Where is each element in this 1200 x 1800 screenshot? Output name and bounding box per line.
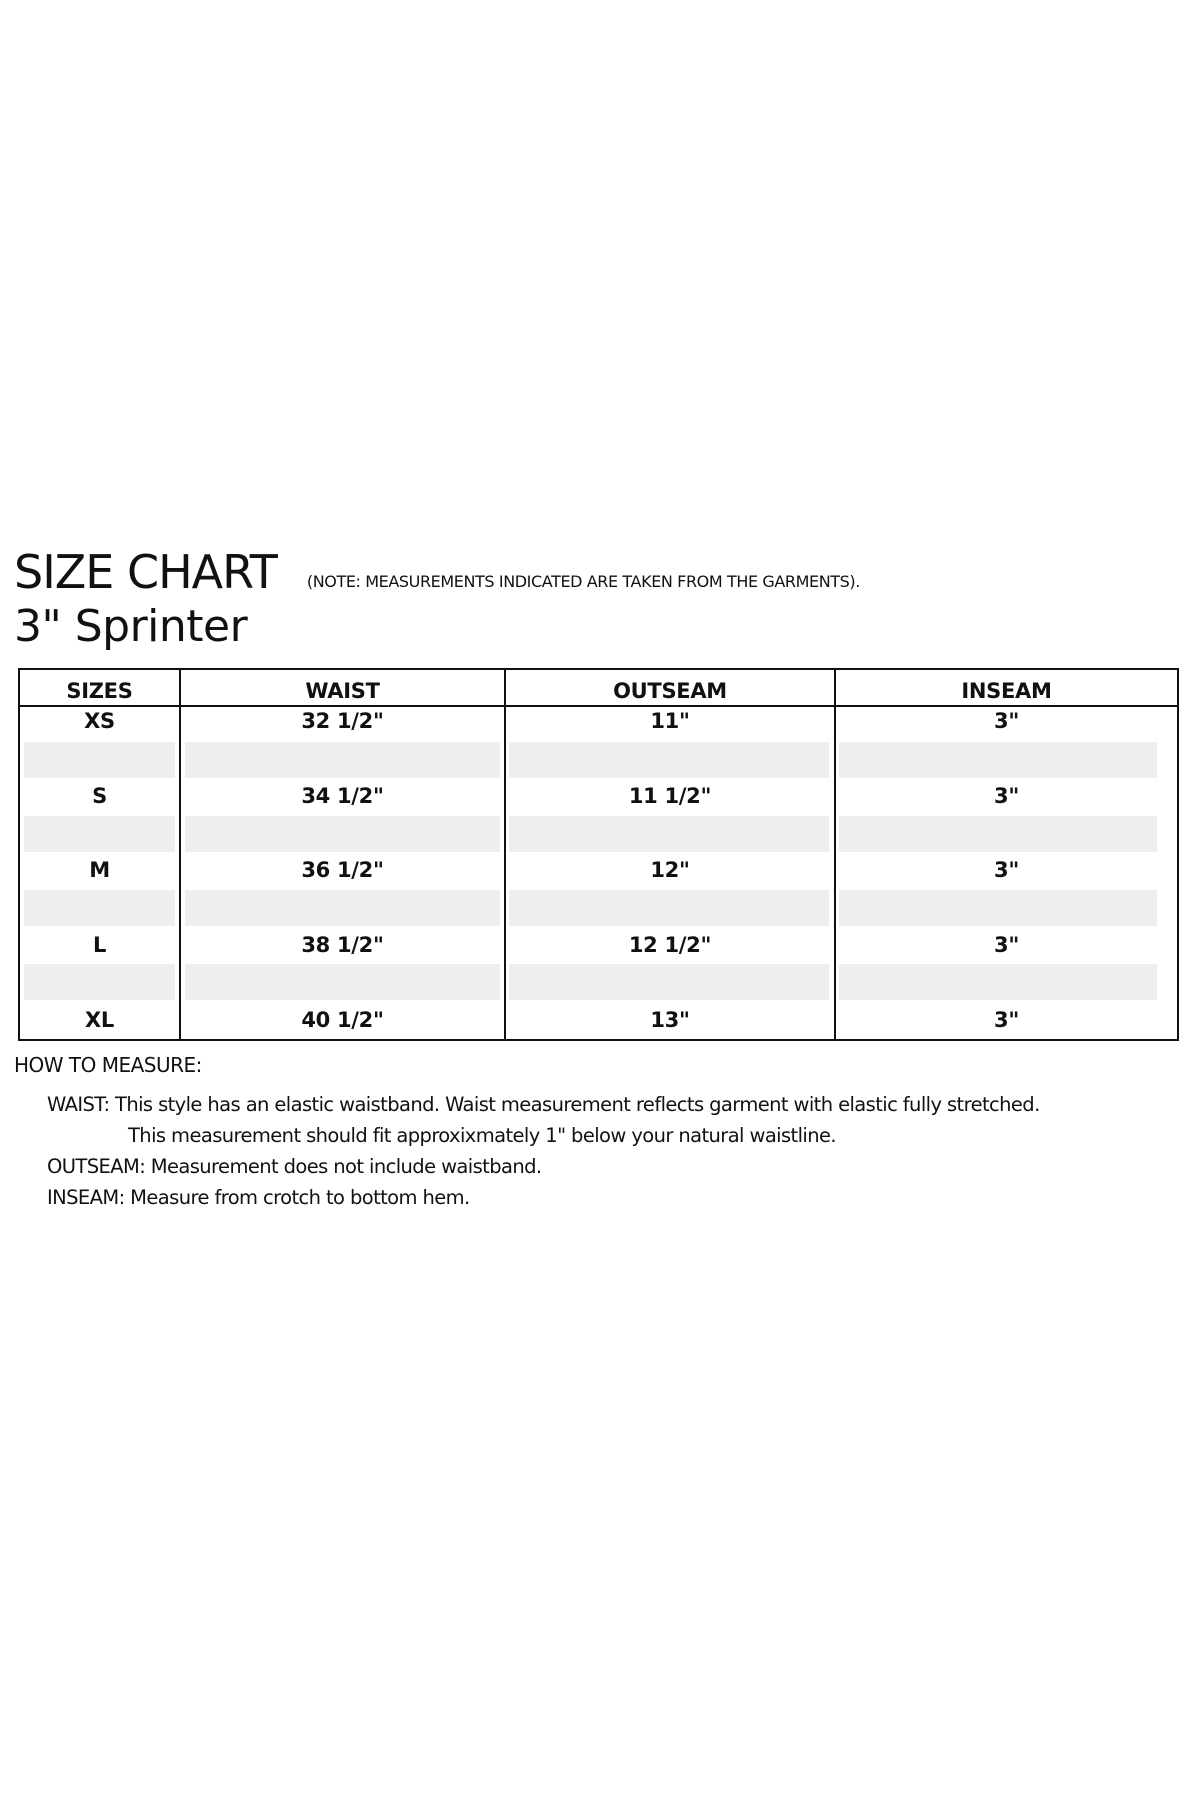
table-cell-size: L: [92, 933, 107, 957]
table-cell-waist: 34 1/2": [301, 784, 384, 808]
table-cell-waist: 32 1/2": [301, 709, 384, 733]
table-stripe: [24, 742, 175, 778]
table-cell-waist: 40 1/2": [301, 1008, 384, 1032]
table-stripe: [509, 890, 829, 926]
measurement-note: (NOTE: MEASUREMENTS INDICATED ARE TAKEN FROM THE GARMENTS).: [306, 572, 860, 591]
table-cell-inseam: 3": [994, 709, 1019, 733]
table-cell-size: S: [92, 784, 107, 808]
table-cell-outseam: 12": [650, 858, 690, 882]
table-stripe: [839, 742, 1157, 778]
column-header-waist: WAIST: [305, 679, 380, 703]
table-cell-size: XL: [85, 1008, 114, 1032]
title-row: [14, 538, 860, 598]
table-stripe: [185, 742, 500, 778]
table-stripe: [24, 964, 175, 1000]
table-cell-inseam: 3": [994, 933, 1019, 957]
size-chart-table: [18, 668, 1179, 1041]
column-header-sizes: SIZES: [66, 679, 133, 703]
page-title: SIZE CHART: [14, 545, 277, 599]
table-stripe: [509, 964, 829, 1000]
table-stripe: [839, 890, 1157, 926]
product-name: 3" Sprinter: [14, 601, 248, 652]
outseam-instruction: OUTSEAM: Measurement does not include waistband.: [47, 1155, 542, 1178]
table-cell-inseam: 3": [994, 784, 1019, 808]
table-cell-inseam: 3": [994, 858, 1019, 882]
table-stripe: [839, 816, 1157, 852]
table-stripe: [509, 742, 829, 778]
table-stripe: [509, 816, 829, 852]
waist-instruction: WAIST: This style has an elastic waistband. Waist measurement reflects garment with elastic fully stretched.: [47, 1093, 1040, 1116]
table-cell-outseam: 11": [650, 709, 690, 733]
table-cell-outseam: 11 1/2": [628, 784, 712, 808]
table-stripe: [185, 890, 500, 926]
waist-instruction-continued: This measurement should fit approxixmately 1" below your natural waistline.: [128, 1124, 836, 1147]
table-stripe: [24, 890, 175, 926]
column-header-outseam: OUTSEAM: [613, 679, 727, 703]
table-stripe: [839, 964, 1157, 1000]
inseam-instruction: INSEAM: Measure from crotch to bottom hem.: [47, 1186, 470, 1209]
table-cell-outseam: 12 1/2": [628, 933, 712, 957]
table-cell-inseam: 3": [994, 1008, 1019, 1032]
table-stripe: [185, 816, 500, 852]
table-cell-waist: 38 1/2": [301, 933, 384, 957]
table-cell-size: XS: [84, 709, 115, 733]
how-to-measure-title: HOW TO MEASURE:: [14, 1053, 202, 1077]
column-header-inseam: INSEAM: [961, 679, 1052, 703]
table-cell-outseam: 13": [650, 1008, 690, 1032]
table-stripe: [24, 816, 175, 852]
table-cell-waist: 36 1/2": [301, 858, 384, 882]
table-stripe: [185, 964, 500, 1000]
table-cell-size: M: [89, 858, 110, 882]
